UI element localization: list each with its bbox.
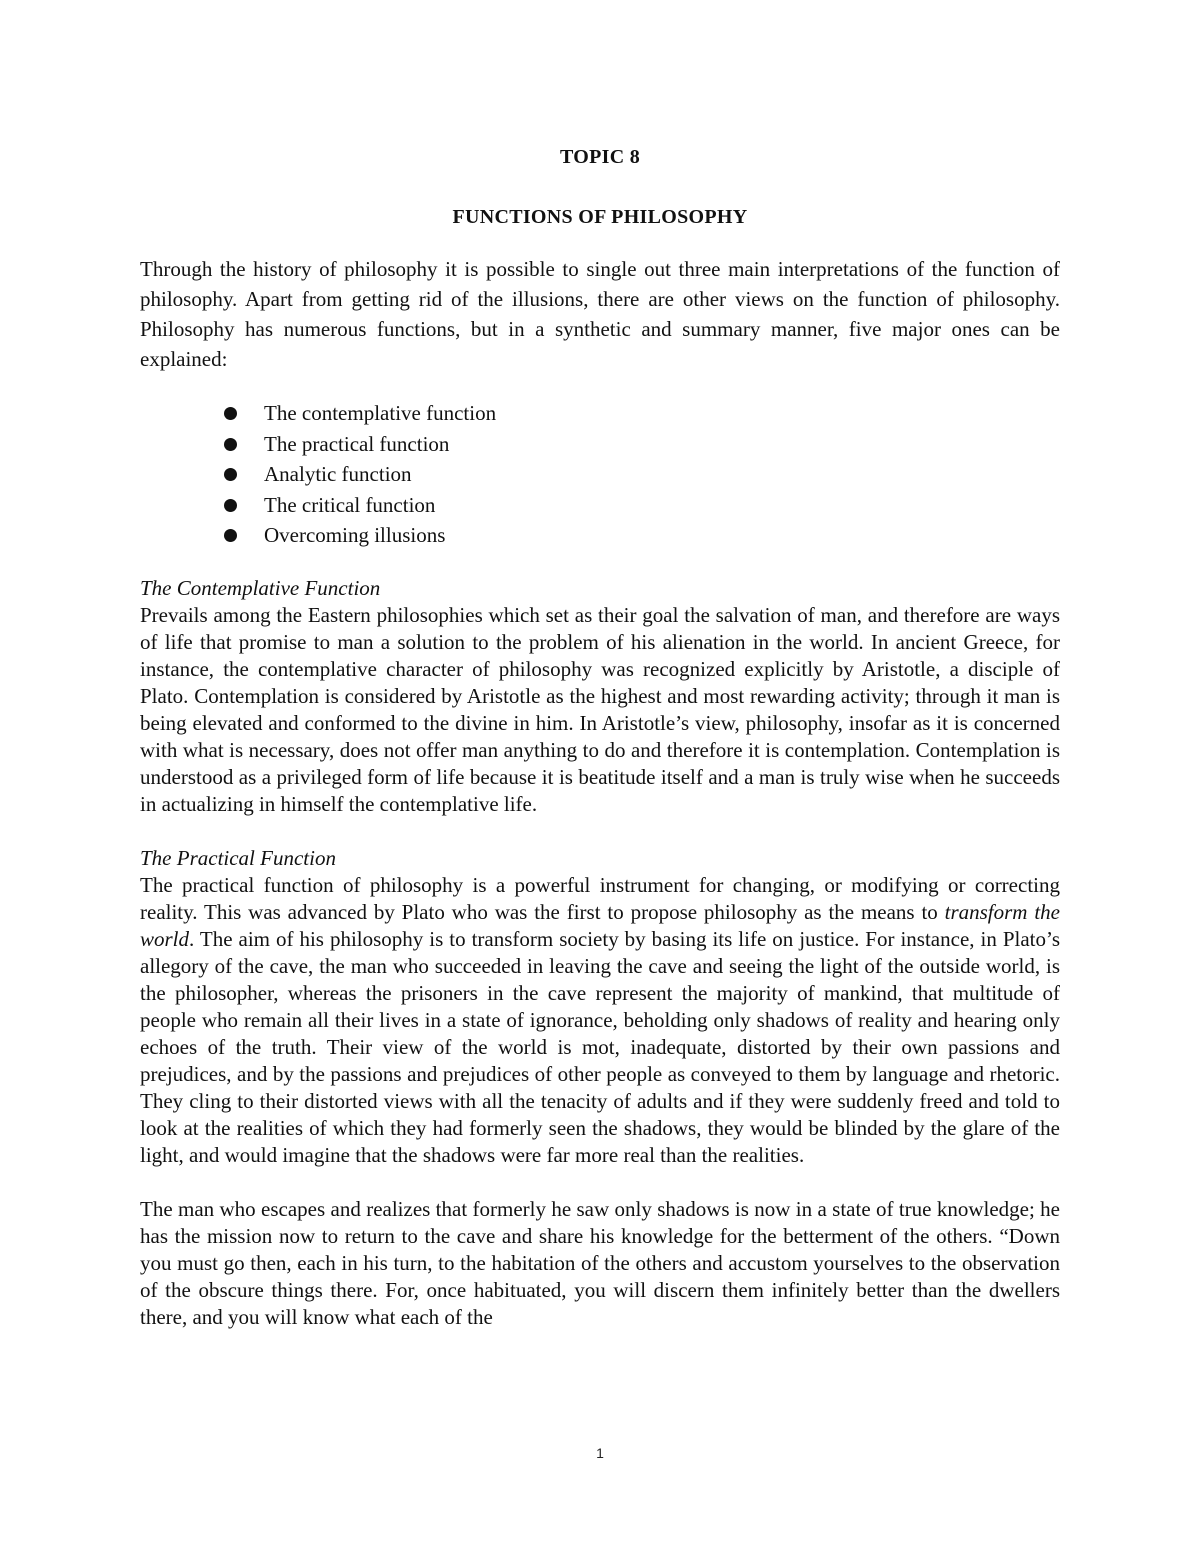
practical-text-emphasis: transform the world xyxy=(140,899,1060,951)
section-practical xyxy=(140,845,1060,1169)
section-contemplative xyxy=(140,575,1060,818)
list-item xyxy=(224,490,1060,521)
list-item xyxy=(224,398,1060,429)
list-item xyxy=(224,459,1060,490)
bullet-icon xyxy=(224,407,237,420)
practical-text-part1: The practical function of philosophy is a powerful instrument for changing, or modifying or correcting reality. This was advanced by Plato who was the first to propose philosophy as the means to xyxy=(140,872,1060,924)
section-body-contemplative: Prevails among the Eastern philosophies which set as their goal the salvation of man, and therefore are ways of life that promise to man a solution to the problem of his alienation in the world. In ancient Greece, for instance, the contemplative character of philosophy was recognized explicitly by Aristotle, a disciple of Plato. Contemplation is considered by Aristotle as the highest and most rewarding activity; through it man is being elevated and conformed to the divine in him. In Aristotle’s view, philosophy, insofar as it is concerned with what is necessary, does not offer man anything to do and therefore it is contemplation. Contemplation is understood as a privileged form of life because it is beatitude itself and a man is truly wise when he succeeds in actualizing in himself the contemplative life. xyxy=(140,602,1060,816)
section-body-continuation: The man who escapes and realizes that formerly he saw only shadows is now in a state of true knowledge; he has the mission now to return to the cave and share his knowledge for the betterment of the others. “Down you must go then, each in his turn, to the habitation of the others and accustom yourselves to the observation of the obscure things there. For, once habituated, you will discern them infinitely better than the dwellers there, and you will know what each of the xyxy=(140,1196,1060,1329)
topic-heading: TOPIC 8 xyxy=(559,146,641,168)
list-item xyxy=(224,429,1060,460)
list-item-label: Analytic function xyxy=(264,462,412,486)
section-heading-practical: The Practical Function xyxy=(140,845,336,870)
list-item-label: Overcoming illusions xyxy=(264,523,446,547)
list-item-label: The practical function xyxy=(264,431,450,456)
practical-text-part2: . The aim of his philosophy is to transform society by basing its life on justice. For instance, in Plato’s allegory of the cave, the man who succeeded in leaving the cave and seeing the light of the outside world, is the philosopher, whereas the prisoners in the cave represent the majority of mankind, that multitude of people who remain all their lives in a state of ignorance, beholding only shadows of reality and hearing only echoes of the truth. Their view of the world is mot, inadequate, distorted by their own passions and prejudices, and by the passions and prejudices of other people as conveyed to them by language and rhetoric. They cling to their distorted views with all the tenacity of adults and if they were suddenly freed and told to look at the realities of which they had formerly seen the shadows, they would be blinded by the glare of the light, and would imagine that the shadows were far more real than the realities. xyxy=(140,926,1060,1167)
list-item-label: The contemplative function xyxy=(264,401,497,425)
section-heading-contemplative: The Contemplative Function xyxy=(140,575,381,600)
list-item xyxy=(224,520,1060,551)
section-continuation xyxy=(140,1196,1060,1331)
list-item-label: The critical function xyxy=(264,492,436,517)
bullet-icon xyxy=(224,468,237,481)
section-body-practical xyxy=(140,872,1060,1169)
bullet-icon xyxy=(224,438,237,451)
page-number: 1 xyxy=(596,1445,604,1461)
document-page xyxy=(140,140,1060,1358)
document-title: FUNCTIONS OF PHILOSOPHY xyxy=(452,206,748,228)
functions-list xyxy=(140,398,1060,551)
intro-paragraph: Through the history of philosophy it is possible to single out three main interpretations of the function of philosophy. Apart from getting rid of the illusions, there are other views on the function of philosophy. Philosophy has numerous functions, but in a synthetic and summary manner, five major ones can be explained: xyxy=(140,257,1060,371)
bullet-icon xyxy=(224,529,237,542)
bullet-icon xyxy=(224,499,237,512)
